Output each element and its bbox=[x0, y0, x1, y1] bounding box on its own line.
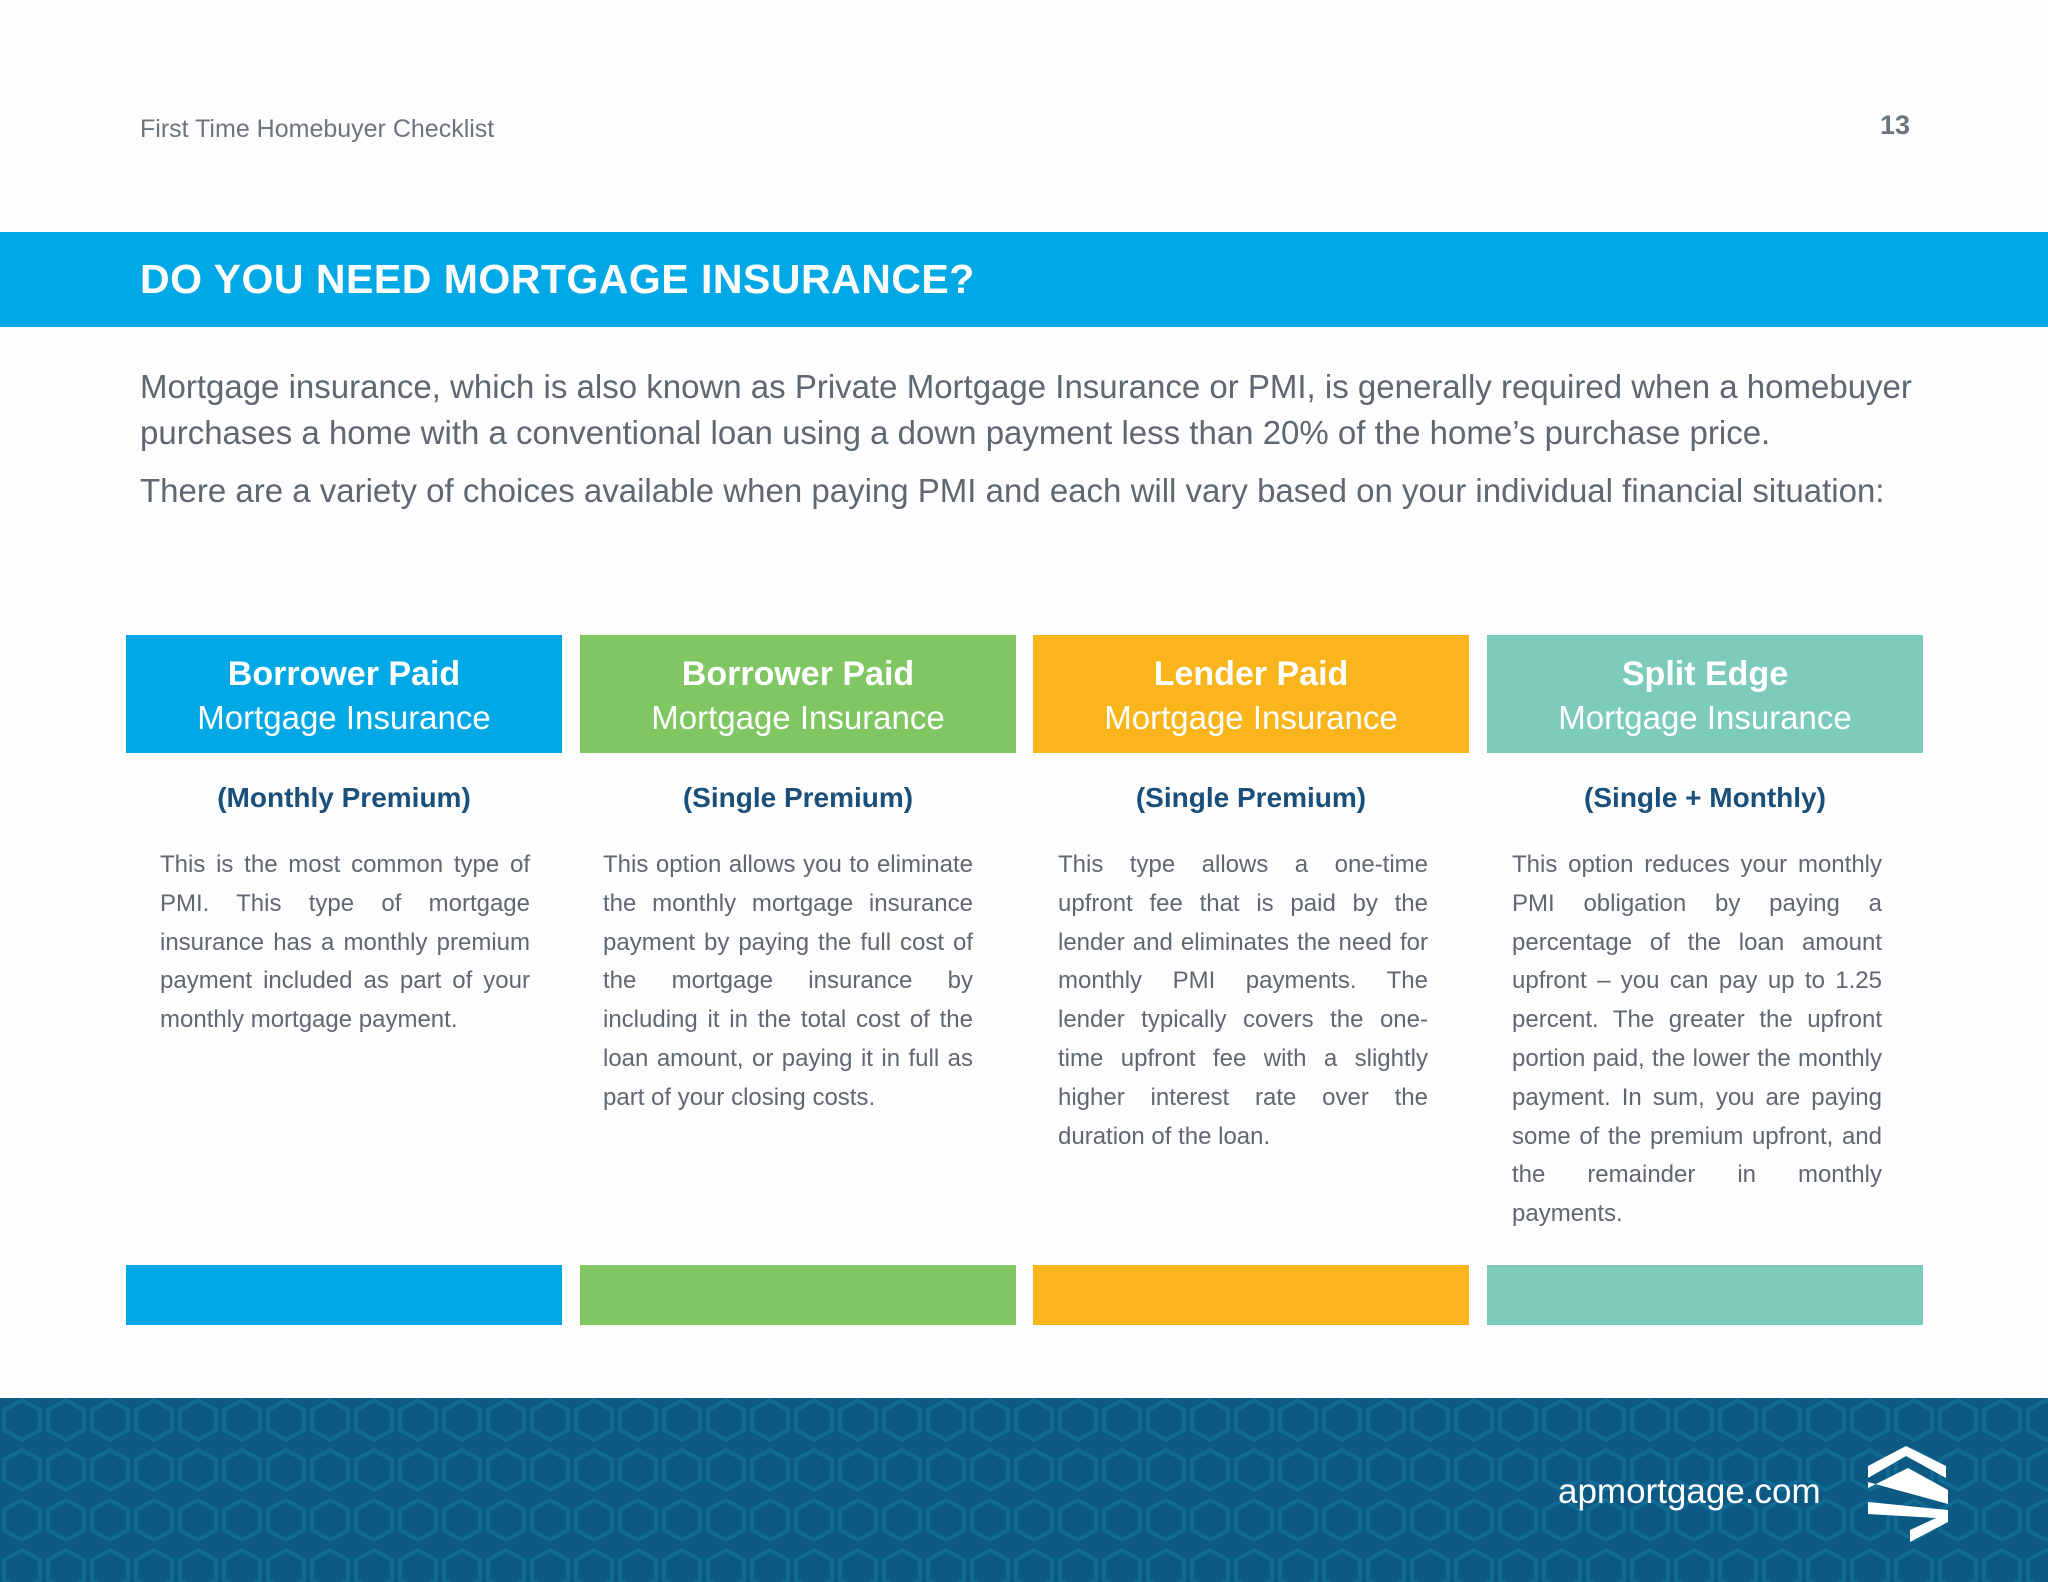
intro-paragraph-1: Mortgage insurance, which is also known as Private Mortgage Insurance or PMI, is generally required when a homebuyer purchases a home with a conventional loan using a down payment less than 20% of the home’s purchase price. bbox=[140, 368, 1912, 451]
page-number: 13 bbox=[1880, 110, 1911, 140]
column-header-2 bbox=[580, 635, 1016, 753]
column-footer-bar-2 bbox=[580, 1265, 1016, 1325]
column-subtitle: Mortgage Insurance bbox=[197, 699, 491, 736]
column-premium-2: (Single Premium) bbox=[682, 782, 914, 813]
section-title: DO YOU NEED MORTGAGE INSURANCE? bbox=[140, 256, 975, 302]
column-subtitle: Mortgage Insurance bbox=[1104, 699, 1398, 736]
doc-title: First Time Homebuyer Checklist bbox=[140, 115, 495, 143]
column-header-4 bbox=[1487, 635, 1923, 753]
column-subtitle: Mortgage Insurance bbox=[1558, 699, 1852, 736]
column-header-3 bbox=[1033, 635, 1469, 753]
column-title: Lender Paid bbox=[1153, 655, 1349, 693]
column-premium-4: (Single + Monthly) bbox=[1584, 782, 1826, 813]
column-title: Borrower Paid bbox=[227, 655, 461, 693]
column-body-3 bbox=[1058, 846, 1428, 1156]
column-title: Split Edge bbox=[1621, 655, 1789, 693]
column-body-1 bbox=[160, 846, 530, 1040]
column-footer-bar-3 bbox=[1033, 1265, 1469, 1325]
column-header-1 bbox=[126, 635, 562, 753]
intro-text bbox=[140, 364, 1940, 526]
column-body-4 bbox=[1512, 846, 1882, 1234]
column-description: This type allows a one-time upfront fee that is paid by the lender and eliminates the need for monthly PMI payments. The lender typically covers the one-time upfront fee with a slightly higher interest rate over the duration of the loan. bbox=[1058, 851, 1428, 1150]
column-description: This is the most common type of PMI. This type of mortgage insurance has a monthly premium payment included as part of your monthly mortgage payment. bbox=[160, 851, 530, 1034]
column-description: This option allows you to eliminate the monthly mortgage insurance payment by paying the full cost of the mortgage insurance by including it in the total cost of the loan amount, or paying it in full as part of your closing costs. bbox=[603, 851, 973, 1111]
intro-paragraph-2: There are a variety of choices available when paying PMI and each will vary based on your individual financial situation: bbox=[140, 472, 1885, 509]
column-premium-1: (Monthly Premium) bbox=[217, 782, 471, 813]
apm-logo-icon bbox=[1868, 1446, 1950, 1542]
column-subtitle: Mortgage Insurance bbox=[651, 699, 945, 736]
column-footer-bar-4 bbox=[1487, 1265, 1923, 1325]
column-premium-3: (Single Premium) bbox=[1135, 782, 1367, 813]
column-description: This option reduces your monthly PMI obligation by paying a percentage of the loan amount upfront – you can pay up to 1.25 percent. The greater the upfront portion paid, the lower the monthly payment. In sum, you are paying some of the premium upfront, and the remainder in monthly payments. bbox=[1512, 851, 1882, 1228]
page-footer bbox=[0, 1398, 2048, 1582]
section-banner bbox=[0, 232, 2048, 327]
website-link[interactable]: apmortgage.com bbox=[1558, 1472, 1821, 1511]
column-body-2 bbox=[603, 846, 973, 1118]
column-title: Borrower Paid bbox=[681, 655, 915, 693]
column-footer-bar-1 bbox=[126, 1265, 562, 1325]
